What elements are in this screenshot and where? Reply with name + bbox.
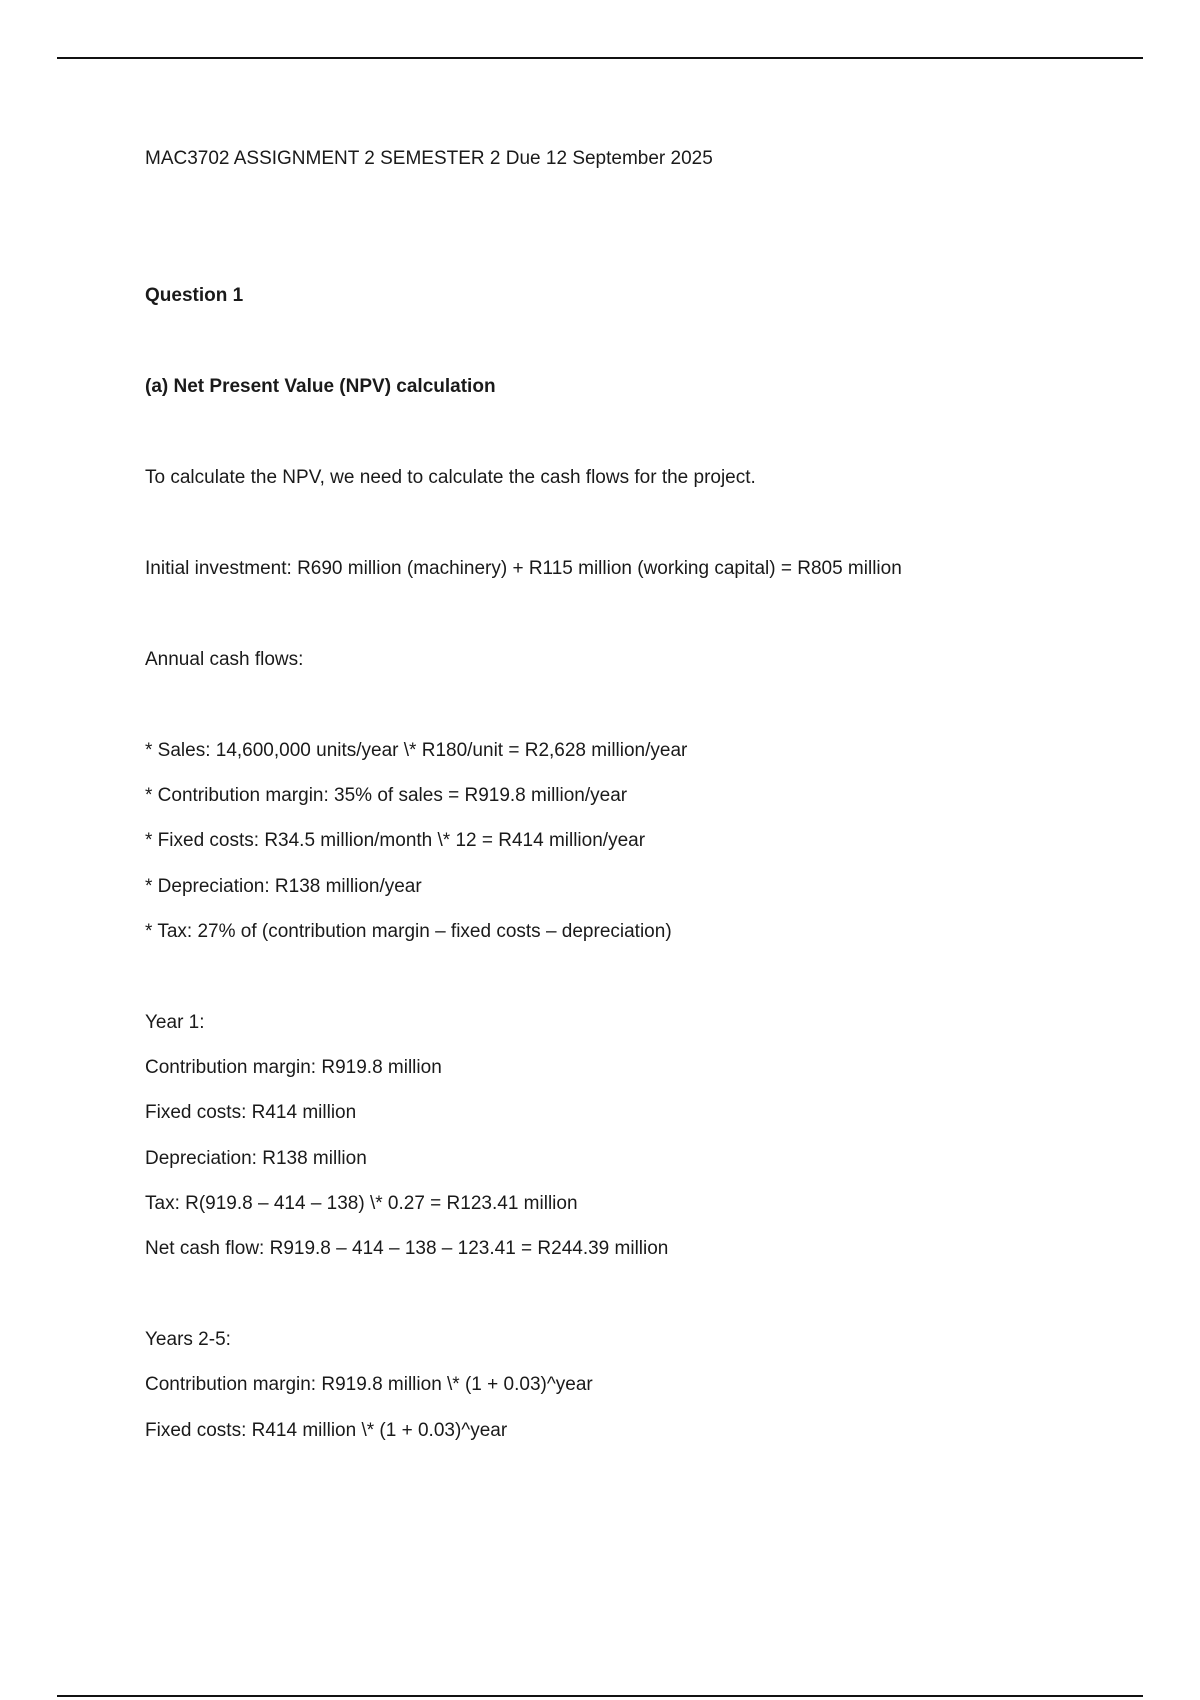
top-rule: [57, 57, 1143, 59]
bullet-item: * Tax: 27% of (contribution margin – fixed costs – depreciation): [145, 921, 672, 942]
section-heading: (a) Net Present Value (NPV) calculation: [145, 376, 496, 397]
question-heading: Question 1: [145, 285, 244, 306]
bullet-item: * Sales: 14,600,000 units/year \* R180/unit = R2,628 million/year: [145, 740, 688, 761]
bullet-item: * Fixed costs: R34.5 million/month \* 12 = R414 million/year: [145, 830, 646, 851]
year1-line: Fixed costs: R414 million: [145, 1102, 357, 1123]
intro-paragraph: To calculate the NPV, we need to calculate the cash flows for the project.: [145, 467, 756, 488]
year1-label: Year 1:: [145, 1012, 205, 1033]
annual-cash-flows-label: Annual cash flows:: [145, 649, 304, 670]
bullet-item: * Depreciation: R138 million/year: [145, 876, 422, 897]
year1-line: Contribution margin: R919.8 million: [145, 1057, 442, 1078]
year1-line: Tax: R(919.8 – 414 – 138) \* 0.27 = R123.41 million: [145, 1193, 578, 1214]
years2to5-line: Fixed costs: R414 million \* (1 + 0.03)^year: [145, 1420, 508, 1441]
bullet-item: * Contribution margin: 35% of sales = R919.8 million/year: [145, 785, 628, 806]
initial-investment-line: Initial investment: R690 million (machinery) + R115 million (working capital) = R805 million: [145, 558, 902, 579]
year1-line: Depreciation: R138 million: [145, 1148, 367, 1169]
years2to5-label: Years 2-5:: [145, 1329, 231, 1350]
header-title: MAC3702 ASSIGNMENT 2 SEMESTER 2 Due 12 September 2025: [145, 148, 713, 169]
years2to5-line: Contribution margin: R919.8 million \* (1 + 0.03)^year: [145, 1374, 593, 1395]
year1-line: Net cash flow: R919.8 – 414 – 138 – 123.41 = R244.39 million: [145, 1238, 669, 1259]
bottom-rule: [57, 1695, 1143, 1697]
